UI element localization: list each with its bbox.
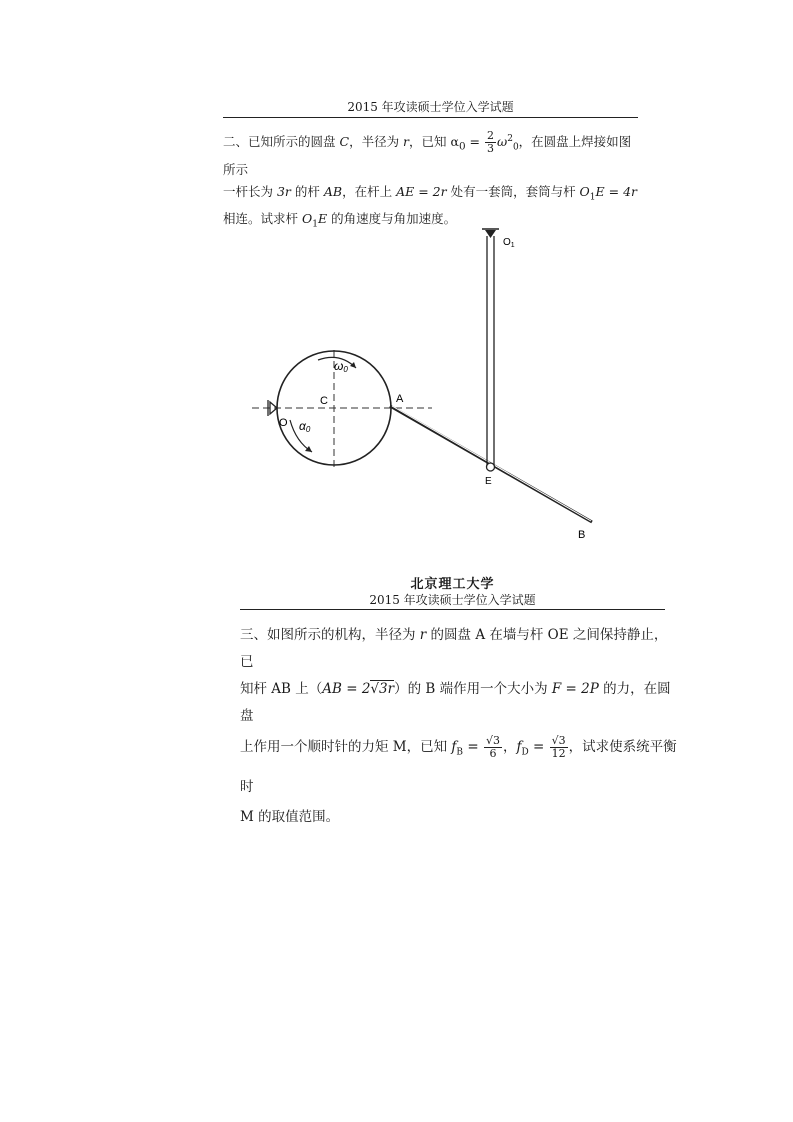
sleeve-e — [487, 463, 495, 471]
page-header-title: 2015 年攻读硕士学位入学试题 — [347, 100, 514, 114]
fraction-two-thirds: $\frac{2}{3}$ — [487, 129, 494, 156]
problem-3-line-1: 三、如图所示的机构，半径为 r 的圆盘 A 在墙与杆 OE 之间保持静止，已 — [240, 627, 668, 670]
problem-3-text — [240, 622, 680, 831]
fraction-sqrt3-over-6: $\frac{√3}{6}$ — [485, 734, 500, 760]
problem-2-line-2: 一杆长为 3r 的杆 AB，在杆上 AE = 2r 处有一套筒，套筒与杆 $O_1E = 4r$ — [223, 183, 638, 203]
problem-3-line-2: 知杆 AB 上（AB = 2√3r）的 B 端作用一个大小为 F = 2P 的力，在圆盘 — [240, 681, 671, 724]
label-alpha0: α0 — [299, 419, 311, 434]
label-b: B — [578, 529, 586, 541]
problem-3-line-3: 上作用一个顺时针的力矩 M，已知 $f_B$ = $\frac{√3}{6}$ ，$f_D$ = $\frac{√3}{12}$ ，试求使系统平衡时 — [240, 734, 677, 795]
page-header-title-2: 2015 年攻读硕士学位入学试题 — [369, 593, 536, 607]
problem-3-line-4: M 的取值范围。 — [240, 808, 340, 825]
label-o: O — [279, 417, 288, 429]
label-o1: $O_1$ — [503, 237, 515, 249]
label-e: E — [485, 476, 492, 487]
university-name: 北京理工大学 — [410, 577, 495, 592]
label-c: C — [320, 395, 328, 407]
problem-2-line-3: 相连。试求杆 $O_1E$ 的角速度与角加速度。 — [223, 211, 457, 230]
label-a: A — [396, 393, 404, 405]
problem-2-line-1: 二、已知所示的圆盘 C，半径为 r，已知 $\alpha_0$ = $\frac{2}{3}$ $\omega^2_0$，在圆盘上焊接如图所示 — [223, 129, 632, 177]
sqrt-3r: √3r — [370, 681, 395, 697]
label-omega0: ω0 — [334, 359, 348, 374]
header-rule-bottom — [240, 609, 665, 610]
fraction-sqrt3-over-12: $\frac{√3}{12}$ — [551, 734, 566, 760]
